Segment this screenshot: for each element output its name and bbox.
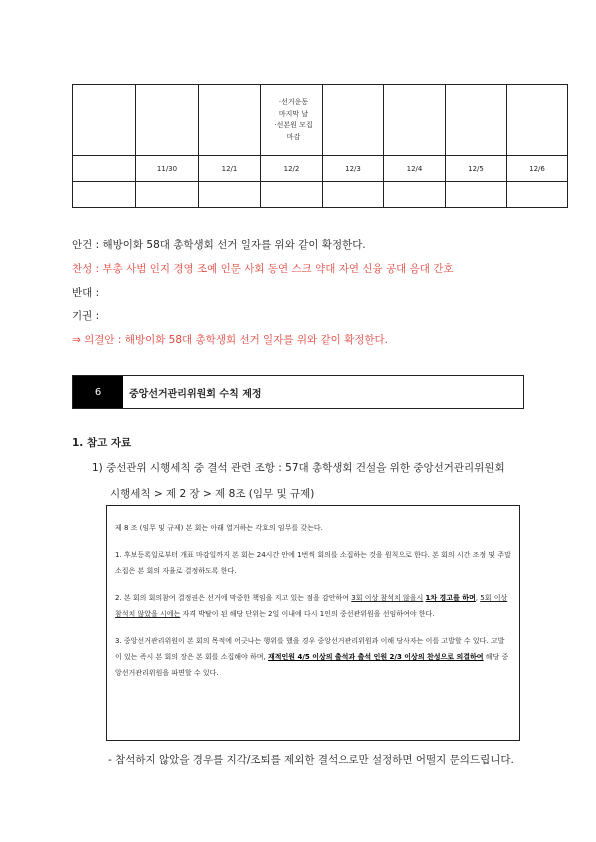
date-cell: 12/1	[199, 156, 261, 182]
schedule-note-cell	[261, 85, 323, 156]
agenda-item: 안건 : 해방이화 58대 총학생회 선거 일자를 위와 같이 확정한다.	[72, 239, 366, 251]
agenda-abstain: 기권 :	[72, 310, 100, 322]
underlined-text: 3회 이상 참석치 않을시	[351, 594, 424, 602]
section-title: 중앙선거관리위원회 수칙 제정	[129, 388, 262, 400]
schedule-note: ·선거운동	[278, 98, 309, 106]
emphasized-text: 재적인원 4/5 이상의 출석과 출석 인원 2/3 이상의 찬성으로 의결하여	[267, 653, 484, 661]
emphasized-text: 1차 경고를 하며	[425, 594, 476, 602]
date-cell: 12/6	[507, 156, 568, 182]
schedule-note: 마지막 날	[278, 109, 309, 118]
date-cell	[73, 156, 136, 182]
date-cell: 12/3	[323, 156, 384, 182]
schedule-empty-row	[73, 182, 568, 208]
reference-item-1: 1) 중선관위 시행세칙 중 결석 관련 조항 : 57대 총학생회 건설을 위한 중앙선거관리위원회	[92, 462, 505, 474]
reference-item-1-path: 시행세칙 > 제 2 장 > 제 8조 (임무 및 규제)	[110, 488, 315, 500]
schedule-note: ·선본원 모집	[274, 121, 313, 129]
underlined-text: 5회 이상 참석치 않았을 시에는	[115, 594, 508, 618]
article-paragraph-1: 1. 후보등록일로부터 개표 마감일까지 본 회는 24시간 안에 1번씩 회의를 소집하는 것을 원칙으로 한다. 본 회의 시간 조정 및 주말 소집은 본 회의 자율로 결정하도록 한다.	[115, 551, 511, 575]
date-cell: 12/2	[261, 156, 323, 182]
agenda-oppose: 반대 :	[72, 287, 100, 299]
article-paragraph-2: 2. 본 회의 회의참여 결정권은 선거에 막중한 책임을 지고 있는 점을 감안하여 3회 이상 참석치 않을시 1차 경고를 하며, 5회 이상 참석치 않았을 시에는 자격 박탈이 된 해당 단위는 2일 이내에 다시 1인의 중선관위원을 선임하여야 한다.	[115, 594, 508, 618]
schedule-table	[72, 84, 568, 208]
agenda-approve: 찬성 : 부총 사범 인지 경영 조예 인문 사회 동연 스크 약대 자연 신융 공대 음대 간호	[72, 263, 454, 275]
article-title: 제 8 조 (임무 및 규제) 본 회는 아래 열거하는 각호의 임무를 갖는다.	[115, 524, 323, 532]
schedule-note: 마감	[286, 132, 301, 141]
article-paragraph-3: 3. 중앙선거관리위원이 본 회의 목적에 어긋나는 행위를 했을 경우 중앙선거관리위원과 이해 당사자는 이를 고발할 수 있다. 고발이 있는 즉시 본 회의 장은 본 회를 소집해야 하며, 재적인원 4/5 이상의 출석과 출석 인원 2/3 이상의 찬성으로 의결하여 해당 중앙선거관리위원을 파면할 수 있다.	[115, 637, 509, 677]
footnote: - 참석하지 않았을 경우를 지각/조퇴를 제외한 결석으로만 설정하면 어떨지 문의드립니다.	[108, 754, 514, 766]
section-number: 6	[73, 376, 123, 408]
date-cell: 12/4	[384, 156, 446, 182]
reference-heading: 1. 참고 자료	[72, 437, 132, 449]
article-box	[106, 505, 520, 741]
date-cell: 12/5	[446, 156, 507, 182]
section-header	[72, 375, 524, 409]
agenda-resolution: ⇒ 의결안 : 해방이화 58대 총학생회 선거 일자를 위와 같이 확정한다.	[72, 334, 388, 346]
schedule-dates-row	[73, 156, 568, 182]
schedule-notes-row	[73, 85, 568, 156]
date-cell: 11/30	[136, 156, 199, 182]
